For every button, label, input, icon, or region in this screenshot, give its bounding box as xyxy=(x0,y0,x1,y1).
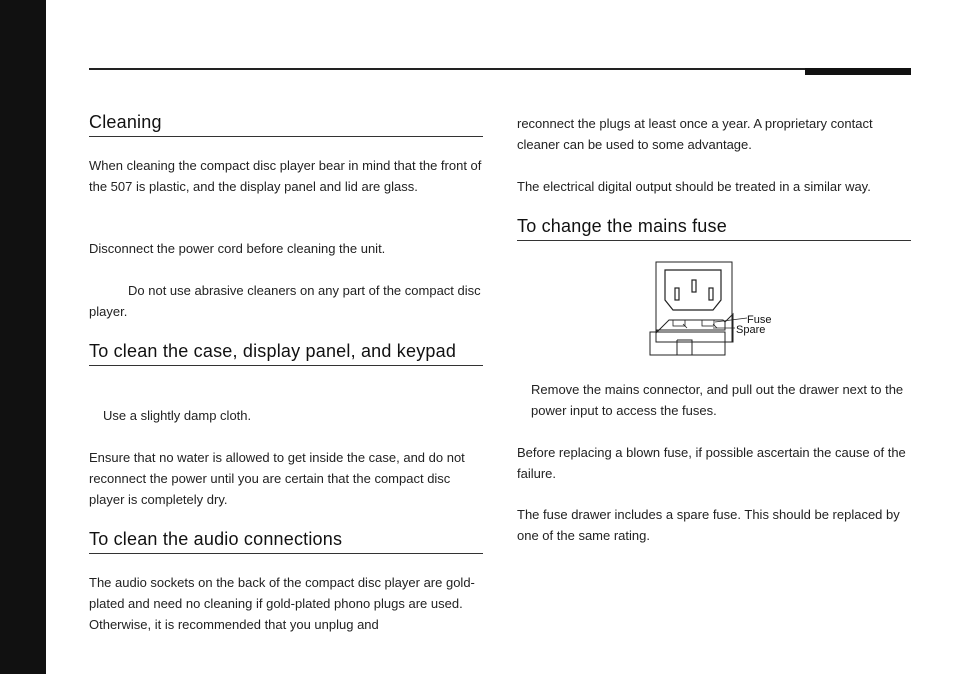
fuse-paragraph-2: Before replacing a blown fuse, if possible ascertain the cause of the failure. xyxy=(517,445,906,481)
case-heading: To clean the case, display panel, and keypad xyxy=(89,341,483,366)
page-edge-bar xyxy=(0,0,46,674)
case-paragraph-1: Use a slightly damp cloth. xyxy=(103,408,252,423)
audio-paragraph-1: The audio sockets on the back of the compact disc player are gold-plated and need no cleaning if gold-plated phono plugs are used. Otherwise, it is recommended that you unplug and xyxy=(89,575,475,632)
fuse-paragraph-3: The fuse drawer includes a spare fuse. This should be replaced by one of the same rating. xyxy=(517,507,900,543)
spare-label: Spare xyxy=(736,324,766,336)
case-paragraph-2: Ensure that no water is allowed to get inside the case, and do not reconnect the power until you are certain that the compact disc player is completely dry. xyxy=(89,450,465,507)
cleaning-paragraph-2: Disconnect the power cord before cleaning the unit. xyxy=(89,241,386,256)
audio-heading: To clean the audio connections xyxy=(89,529,483,554)
header-rule xyxy=(89,68,805,70)
cleaning-warning: Do not use abrasive cleaners on any part of the compact disc player. xyxy=(89,283,481,319)
mains-fuse-diagram xyxy=(647,260,787,360)
cleaning-paragraph-1: When cleaning the compact disc player bear in mind that the front of the 507 is plastic, and the display panel and lid are glass. xyxy=(89,158,482,194)
header-tab xyxy=(805,68,911,75)
audio-paragraph-2: The electrical digital output should be treated in a similar way. xyxy=(517,179,871,194)
fuse-label: Fuse xyxy=(747,314,772,326)
cleaning-heading: Cleaning xyxy=(89,112,483,137)
fuse-heading: To change the mains fuse xyxy=(517,216,911,241)
fuse-paragraph-1: Remove the mains connector, and pull out the drawer next to the power input to access the fuses. xyxy=(531,382,904,418)
audio-paragraph-1-continued: reconnect the plugs at least once a year. A proprietary contact cleaner can be used to some advantage. xyxy=(517,116,873,152)
fuse-drawer-illustration xyxy=(647,260,787,360)
